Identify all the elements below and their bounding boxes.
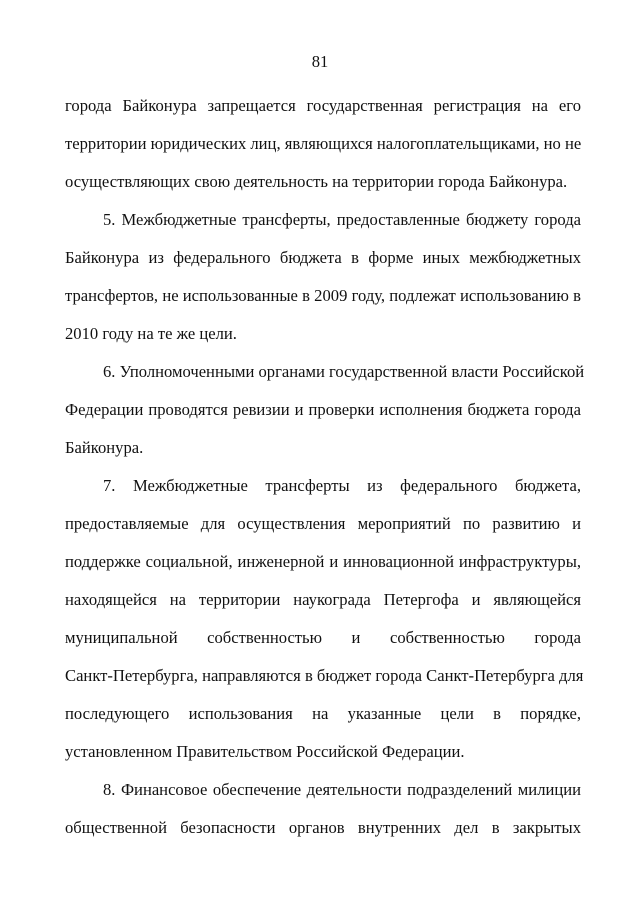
paragraph-6-line-2: Федерации проводятся ревизии и проверки исполнения бюджета города: [65, 400, 581, 419]
paragraph-7-line-8: установленном Правительством Российской Федерации.: [65, 742, 465, 761]
paragraph-1-line-2: территории юридических лиц, являющихся налогоплательщиками, но не: [65, 134, 582, 153]
paragraph-1-line-3: осуществляющих свою деятельность на территории города Байконура.: [65, 172, 568, 191]
paragraph-5-line-2: Байконура из федерального бюджета в форме иных межбюджетных: [65, 248, 581, 267]
paragraph-8-line-2: общественной безопасности органов внутренних дел в закрытых: [65, 818, 581, 837]
paragraph-6-line-3: Байконура.: [65, 438, 144, 457]
paragraph-8-line-1: 8. Финансовое обеспечение деятельности подразделений милиции: [103, 780, 581, 799]
paragraph-7-line-6: Санкт-Петербурга, направляются в бюджет города Санкт-Петербурга для: [65, 666, 584, 685]
paragraph-7-line-7: последующего использования на указанные цели в порядке,: [65, 704, 581, 723]
paragraph-7-line-1: 7. Межбюджетные трансферты из федерального бюджета,: [103, 476, 581, 495]
paragraph-1-line-1: города Байконура запрещается государственная регистрация на его: [65, 96, 581, 115]
paragraph-6-line-1: 6. Уполномоченными органами государственной власти Российской: [103, 362, 585, 381]
paragraph-7-line-5: муниципальной собственностью и собственностью города: [65, 628, 581, 647]
paragraph-5-line-1: 5. Межбюджетные трансферты, предоставленные бюджету города: [103, 210, 581, 229]
page-number: 81: [311, 52, 329, 71]
paragraph-5-line-4: 2010 году на те же цели.: [65, 324, 237, 343]
paragraph-7-line-2: предоставляемые для осуществления мероприятий по развитию и: [65, 514, 581, 533]
paragraph-7-line-3: поддержке социальной, инженерной и инновационной инфраструктуры,: [65, 552, 581, 571]
paragraph-7-line-4: находящейся на территории наукограда Петергофа и являющейся: [65, 590, 581, 609]
paragraph-5-line-3: трансфертов, не использованные в 2009 году, подлежат использованию в: [65, 286, 581, 305]
